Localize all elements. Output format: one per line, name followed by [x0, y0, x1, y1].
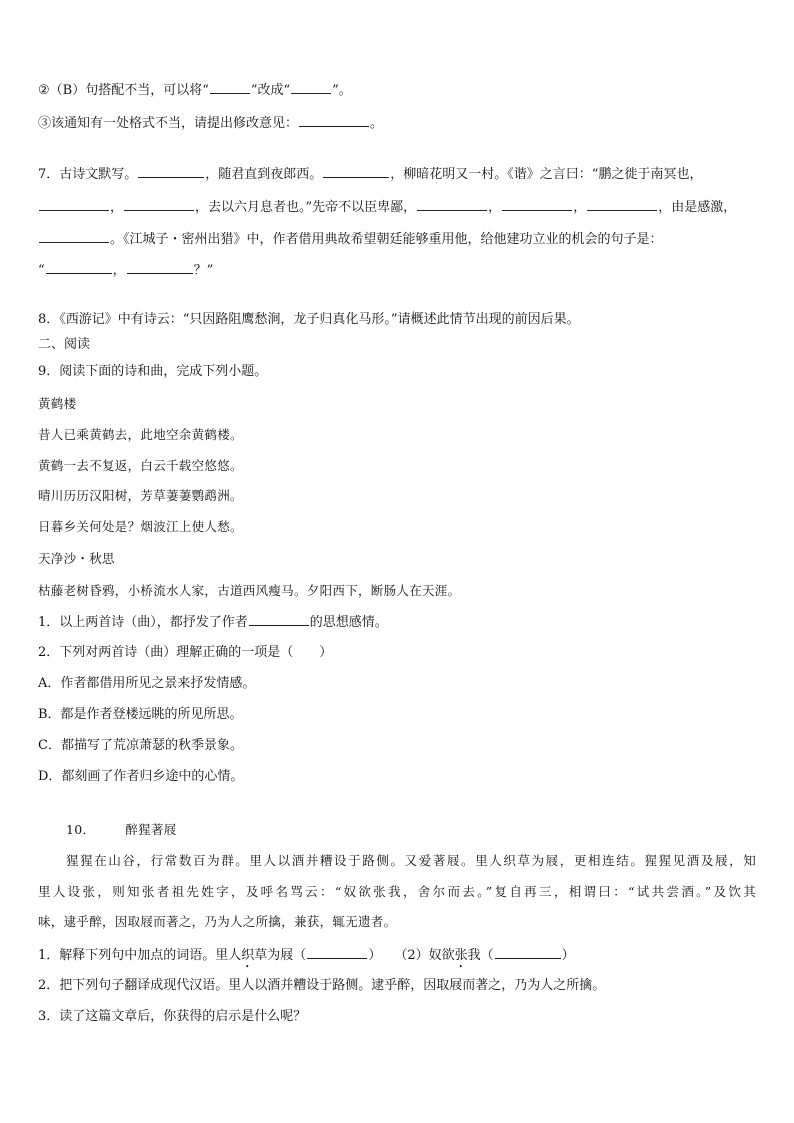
answer-blank — [39, 198, 109, 211]
q6-item-2-text: ”改成“ — [250, 83, 291, 98]
q9-sub-1-text: 的思想感情。 — [309, 615, 388, 630]
option-a: A．作者都借用所见之景来抒发情感。 — [38, 676, 256, 691]
q6-item-2-text: ”。 — [332, 83, 352, 98]
q9-sub-1-text: 1．以上两首诗（曲），都抒发了作者 — [38, 615, 248, 630]
q7-text: “ — [38, 263, 45, 278]
q10-sub-1-text: 草为屐（ — [254, 948, 307, 963]
option-d: D．都刻画了作者归乡途中的心情。 — [38, 769, 244, 784]
q9-sub-2: 2．下列对两首诗（曲）理解正确的一项是（ ） — [38, 645, 333, 660]
answer-blank — [127, 261, 193, 274]
option-c: C．都描写了荒凉萧瑟的秋季景象。 — [38, 738, 243, 753]
q7-text: ， — [110, 200, 124, 215]
poem-text: 枯藤老树昏鸦，小桥流水人家，古道西风瘦马。夕阳西下，断肠人在天涯。 — [38, 583, 461, 598]
q9-sub-1 — [38, 613, 764, 632]
answer-blank — [495, 946, 561, 959]
q10-sub-3: 3．读了这篇文章后，你获得的启示是什么呢？ — [38, 1009, 307, 1024]
answer-blank — [124, 198, 194, 211]
answer-blank — [587, 198, 657, 211]
q10-sub-1-text: 我（ — [467, 948, 494, 963]
q6-item-3-text: ③该通知有一处格式不当，请提出修改意见： — [38, 116, 299, 131]
q6-item-2-text: ②（B）句搭配不当，可以将“ — [38, 83, 209, 98]
q10-number: 10． — [66, 822, 96, 837]
passage-line: 味，逮乎醉，因取屐而著之，乃为人之所擒，兼获，辄无遗者。 — [38, 914, 397, 929]
answer-blank — [299, 114, 369, 127]
poem-line: 日暮乡关何处是？烟波江上使人愁。 — [38, 519, 243, 534]
q7-text: ， — [112, 263, 126, 278]
answer-blank — [323, 165, 389, 178]
q7-text: 。《江城子・密州出猎》中，作者借用典故希望朝廷能够重用他，给他建功立业的机会的句子是： — [110, 232, 663, 247]
passage-line: 里人设张，则知张者祖先姓字，及呼名骂云：“奴欲张我，舍尔而去。”复自再三，相谓曰：“试共尝酒。”及饮其 — [38, 884, 756, 899]
q9-stem: 9．阅读下面的诗和曲，完成下列小题。 — [38, 364, 268, 379]
answer-blank — [46, 261, 112, 274]
q10-sub-1 — [38, 946, 764, 971]
answer-blank — [307, 946, 367, 959]
q7-text: ，随君直到夜郎西。 — [205, 167, 323, 182]
emphasized-word: 张 — [454, 948, 468, 963]
q7-text: ，由是感激， — [658, 200, 737, 215]
q10-sub-1-text: ） — [561, 948, 575, 963]
q10-sub-2: 2．把下列句子翻译成现代汉语。里人以酒并糟设于路侧。逮乎醉，因取屐而著之，乃为人之所擒。 — [38, 978, 606, 993]
q10-title: 醉猩著屐 — [125, 822, 177, 837]
emphasized-word: 织 — [241, 948, 255, 963]
answer-blank — [249, 613, 309, 626]
poem-line: 昔人已乘黄鹤去，此地空余黄鹤楼。 — [38, 427, 243, 442]
q7-text: 7．古诗文默写。 — [38, 167, 138, 182]
q7-text: ， — [488, 200, 502, 215]
q7-text: ， — [573, 200, 587, 215]
q7-line-4 — [38, 261, 764, 280]
poem-line: 黄鹤一去不复返，白云千载空悠悠。 — [38, 458, 243, 473]
q7-line-3 — [38, 230, 764, 249]
q7-text: ？” — [193, 263, 214, 278]
q8-question: 8．《西游记》中有诗云：“只因路阻鹰愁涧，龙子归真化马形。”请概述此情节出现的前因后果。 — [38, 312, 580, 327]
answer-blank — [39, 230, 109, 243]
answer-blank — [502, 198, 572, 211]
passage-line: 猩猩在山谷，行常数百为群。里人以酒并糟设于路侧。又爱著屐。里人织草为屐，更相连结。猩猩见酒及屐，知 — [66, 853, 756, 868]
poem-title: 黄鹤楼 — [38, 396, 77, 411]
option-b: B．都是作者登楼远眺的所见所思。 — [38, 707, 243, 722]
poem-line: 晴川历历汉阳树，芳草萋萋鹦鹉洲。 — [38, 488, 243, 503]
answer-blank — [291, 81, 331, 94]
q6-item-2 — [38, 81, 764, 100]
answer-blank — [210, 81, 250, 94]
q10-sub-1-text: ） （2）奴欲 — [368, 948, 455, 963]
q7-text: ，柳暗花明又一村。《谐》之言曰：“鹏之徙于南冥也， — [390, 167, 703, 182]
q6-item-3: ③该通知有一处格式不当，请提出修改意见： 。 — [38, 116, 384, 131]
answer-blank — [138, 165, 204, 178]
q7-line-2 — [38, 198, 764, 217]
q10-heading — [66, 821, 764, 839]
answer-blank — [417, 198, 487, 211]
q7-line-1 — [38, 165, 764, 184]
q10-sub-1-text: 1．解释下列句中加点的词语。里人 — [38, 948, 242, 963]
section-heading: 二、阅读 — [38, 337, 91, 352]
poem-title: 天净沙・秋思 — [38, 551, 115, 566]
q7-text: ，去以六月息者也。”先帝不以臣卑鄙， — [195, 200, 417, 215]
